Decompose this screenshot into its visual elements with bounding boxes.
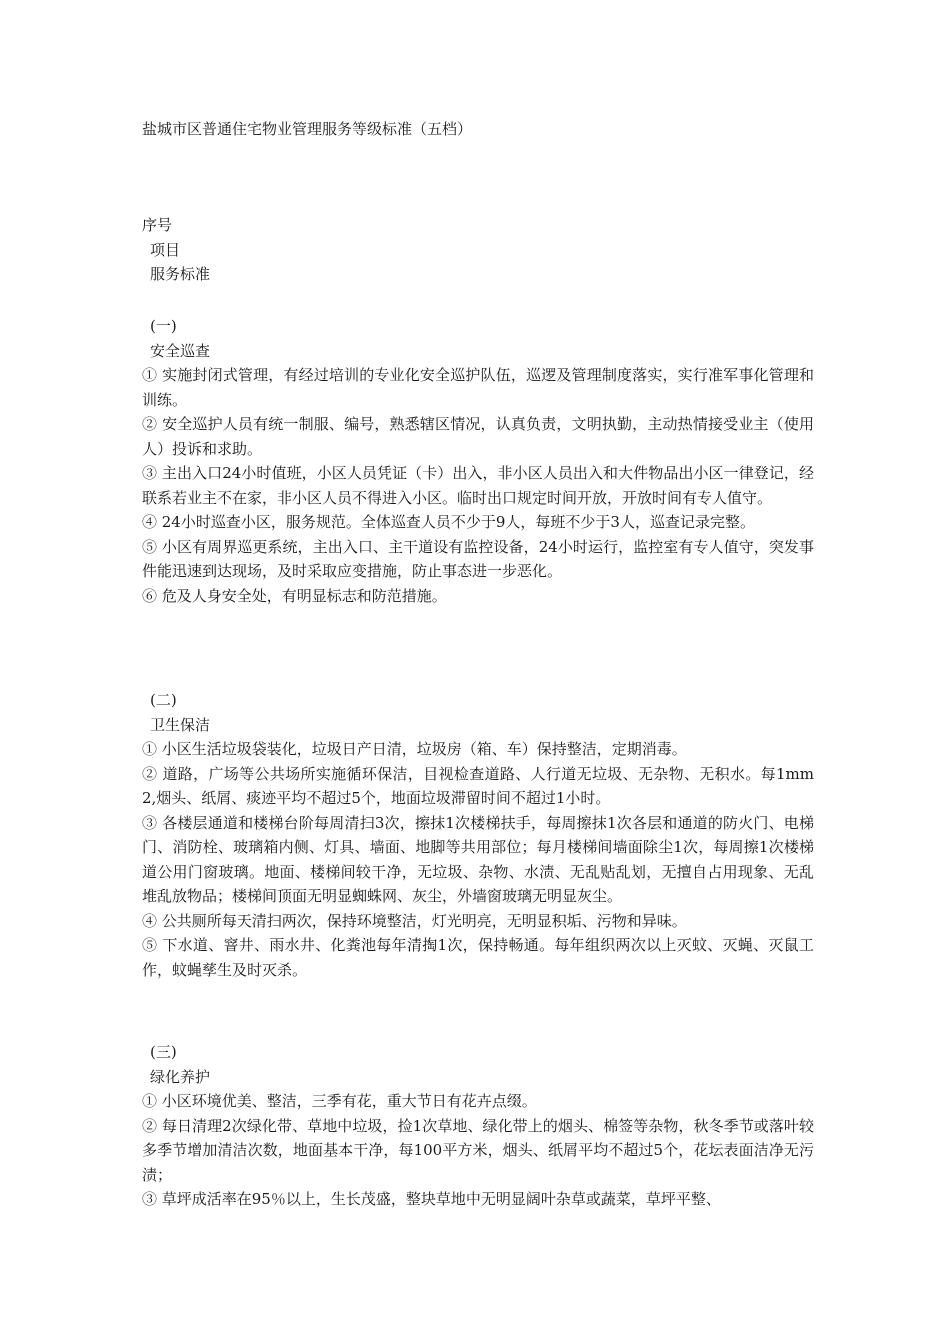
table-header [142, 213, 210, 287]
header-col-item: 项目 [150, 240, 181, 259]
standard-item: ② 道路，广场等公共场所实施循环保洁，目视检查道路、人行道无垃圾、无杂物、无积水。每1mm2,烟头、纸屑、痰迹平均不超过5个，地面垃圾滞留时间不超过1小时。 [142, 764, 814, 807]
standard-item: ② 安全巡护人员有统一制服、编号，熟悉辖区情况，认真负责，文明执勤，主动热情接受业主（使用人）投诉和求助。 [142, 415, 814, 458]
section-sanitation [142, 688, 814, 982]
standard-item: ③ 各楼层通道和楼梯台阶每周清扫3次，擦抹1次楼梯扶手，每周擦抹1次各层和通道的防火门、电梯门、消防栓、玻璃箱内侧、灯具、墙面、地脚等共用部位；每月楼梯间墙面除尘1次，每周擦1次楼梯道公用门窗玻璃。地面、楼梯间较干净，无垃圾、杂物、水渍、无乱贴乱划，无擅自占用现象、无乱堆乱放物品；楼梯间顶面无明显蜘蛛网、灰尘，外墙窗玻璃无明显灰尘。 [142, 813, 814, 905]
section-greening [142, 1040, 814, 1212]
standard-item: ③ 草坪成活率在95％以上，生长茂盛，整块草地中无明显阔叶杂草或蔬菜，草坪平整、 [142, 1190, 721, 1208]
standard-item: ① 实施封闭式管理，有经过培训的专业化安全巡护队伍，巡逻及管理制度落实，实行准军事化管理和训练。 [142, 366, 814, 409]
standard-item: ⑥ 危及人身安全处，有明显标志和防范措施。 [142, 586, 447, 605]
header-col-standard: 服务标准 [150, 265, 211, 283]
standard-item: ④ 公共厕所每天清扫两次，保持环境整洁，灯光明亮，无明显积垢、污物和异味。 [142, 911, 687, 930]
section-safety-patrol [142, 314, 814, 608]
standard-item: ② 每日清理2次绿化带、草地中垃圾，捡1次草地、绿化带上的烟头、棉签等杂物，秋冬季节或落叶较多季节增加清洁次数，地面基本干净，每100平方米，烟头、纸屑平均不超过5个，花坛表面洁净无污渍； [142, 1116, 814, 1184]
section-number: (一) [150, 317, 177, 335]
standard-item: ③ 主出入口24小时值班，小区人员凭证（卡）出入，非小区人员出入和大件物品出小区一律登记，经联系若业主不在家，非小区人员不得进入小区。临时出口规定时间开放，开放时间有专人值守。 [142, 464, 814, 507]
standard-item: ④ 24小时巡查小区，服务规范。全体巡查人员不少于9人，每班不少于3人，巡查记录完整。 [142, 513, 755, 531]
section-number: (三) [150, 1043, 177, 1061]
standard-item: ① 小区生活垃圾袋装化，垃圾日产日清，垃圾房（箱、车）保持整洁，定期消毒。 [142, 740, 687, 758]
header-col-number: 序号 [142, 216, 173, 234]
section-number: (二) [150, 691, 177, 709]
section-name: 绿化养护 [150, 1067, 211, 1086]
section-name: 安全巡查 [150, 341, 211, 360]
standard-item: ⑤ 小区有周界巡更系统，主出入口、主干道设有监控设备，24小时运行，监控室有专人值守，突发事件能迅速到达现场，及时采取应变措施，防止事态进一步恶化。 [142, 537, 814, 580]
document-title: 盐城市区普通住宅物业管理服务等级标准（五档） [142, 120, 473, 138]
standard-item: ⑤ 下水道、窨井、雨水井、化粪池每年清掏1次，保持畅通。每年组织两次以上灭蚊、灭蝇、灭鼠工作，蚊蝇孳生及时灭杀。 [142, 936, 814, 979]
standard-item: ① 小区环境优美、整洁，三季有花，重大节日有花卉点缀。 [142, 1092, 537, 1110]
section-name: 卫生保洁 [150, 715, 211, 734]
